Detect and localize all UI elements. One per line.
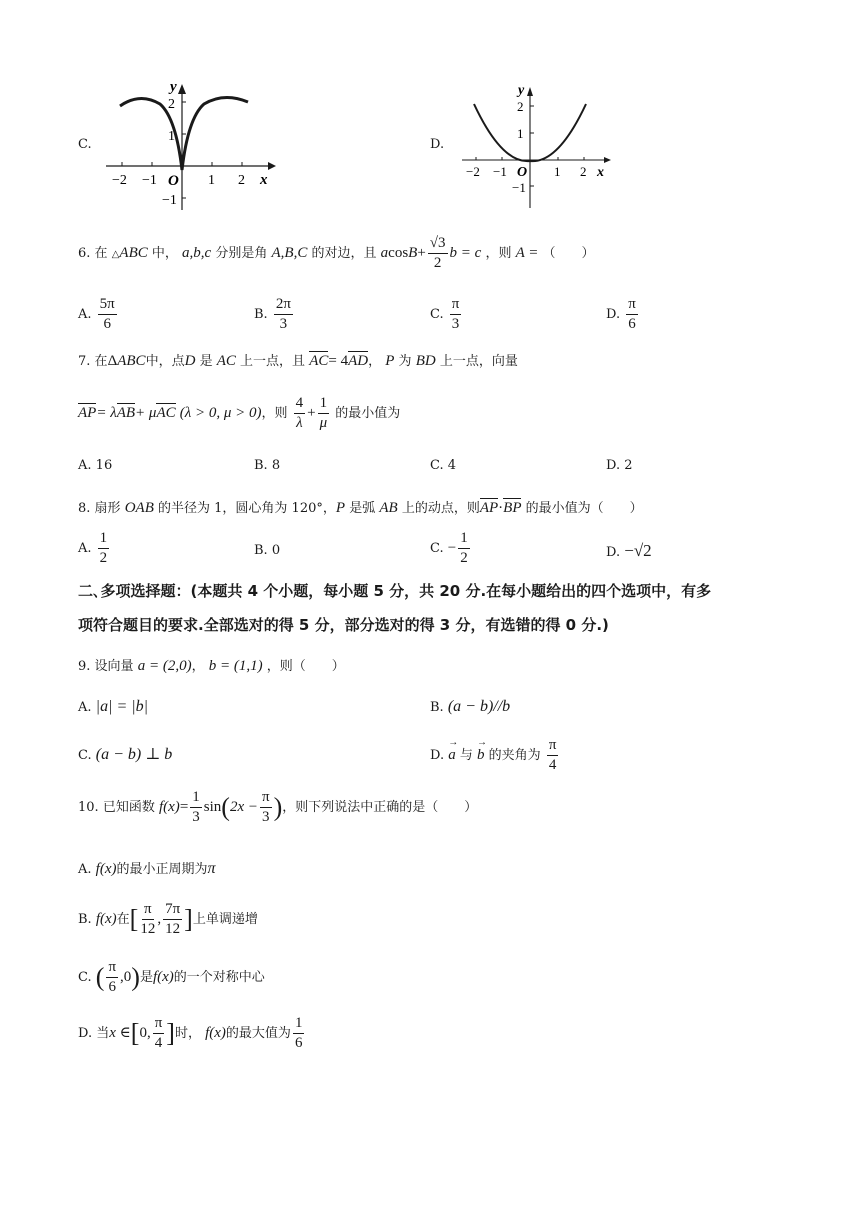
graph-d-tick-x: −2 — [466, 164, 480, 179]
q6-option-d[interactable]: D. $\frac{\pi}{6}$ — [606, 296, 636, 332]
graph-d-tick-x: 2 — [580, 164, 587, 179]
option-d-label: D. — [430, 137, 445, 152]
question-10: 10. 已知函数 f(x)= $\frac{1}{3}$ sin(2x − $\frac{\pi}{3}$ )，则下列说法中正确的是（ ） — [78, 789, 478, 825]
graph-d-y-arrow — [527, 87, 533, 96]
question-8: 8. 扇形 OAB 的半径为 1，圆心角为 120°，P 是弧 AB 上的动点，则AP·BP 的最小值为（ ） — [78, 500, 643, 516]
graph-c-y-arrow — [178, 84, 186, 94]
graph-d-tick-y: 1 — [517, 126, 524, 141]
q9-option-d[interactable]: D. → a 与 → b 的夹角为 $\frac{\pi}{4}$ — [430, 738, 560, 773]
graph-d-tick-y: 2 — [517, 99, 524, 114]
question-7-line2: AP= λAB+ μAC (λ > 0, μ > 0)，则 $\frac{4}{\lambda}$ + $\frac{1}{\mu}$ 的最小值为 — [78, 395, 401, 431]
q10-option-d[interactable]: D. 当x ∈[0, $\frac{\pi}{4}$ ]时， f(x)的最大值为 $\frac{1}{6}$ — [78, 1015, 303, 1051]
graph-d-x-arrow — [604, 157, 611, 163]
graph-c-x-label: x — [260, 172, 268, 188]
graph-c-tick-y: 2 — [168, 97, 175, 112]
q9-option-c[interactable]: C. (a − b) ⊥ b — [78, 746, 173, 763]
q7-option-d[interactable]: D. 2 — [606, 458, 633, 473]
q9-option-b[interactable]: B. (a − b)//b — [430, 698, 511, 715]
graph-d-tick-x: 1 — [554, 164, 561, 179]
question-9: 9. 设向量 a = (2,0)， b = (1,1) ，则（ ） — [78, 658, 345, 674]
graph-c-tick-y: −1 — [162, 193, 177, 208]
q7-option-b[interactable]: B. 8 — [254, 458, 281, 473]
option-c-label: C. — [78, 137, 92, 152]
q8-option-b[interactable]: B. 0 — [254, 543, 281, 558]
graph-d — [456, 82, 616, 210]
graph-c-tick-x: 1 — [208, 173, 215, 188]
q9-option-a[interactable]: A. |a| = |b| — [78, 698, 149, 715]
graph-d-y-label: y — [518, 83, 525, 98]
q6-option-a[interactable]: A. $\frac{5\pi}{6}$ — [78, 296, 115, 332]
graph-c-tick-y: 1 — [168, 129, 175, 144]
graph-d-origin: O — [517, 165, 528, 180]
q6-option-b[interactable]: B. $\frac{2\pi}{3}$ — [254, 296, 291, 332]
q8-option-d[interactable]: D. −√2 — [606, 541, 652, 560]
q8-option-c[interactable]: C. − $\frac{1}{2}$ — [430, 530, 468, 566]
graph-c-tick-x: −1 — [142, 173, 157, 188]
section-2-header-line1: 二､多项选择题：(本题共 4 个小题，每小题 5 分，共 20 分.在每小题给出的四个选项中，有多 — [78, 582, 712, 600]
graph-c-origin: O — [168, 173, 179, 189]
graph-c-tick-x: −2 — [112, 173, 127, 188]
q10-option-b[interactable]: B. f(x)在[ $\frac{\pi}{12}$ , $\frac{7\pi}{12}$ ]上单调递增 — [78, 901, 258, 937]
graph-c-tick-x: 2 — [238, 173, 245, 188]
q8-option-a[interactable]: A. $\frac{1}{2}$ — [78, 530, 108, 566]
q7-option-c[interactable]: C. 4 — [430, 458, 457, 473]
q7-option-a[interactable]: A. 16 — [78, 458, 113, 473]
q6-option-c[interactable]: C. $\frac{\pi}{3}$ — [430, 296, 460, 332]
q10-option-c[interactable]: C. ( $\frac{\pi}{6}$ ,0)是f(x)的一个对称中心 — [78, 959, 265, 995]
graph-d-tick-y: −1 — [512, 180, 526, 195]
section-2-header-line2: 项符合题目的要求.全部选对的得 5 分，部分选对的得 3 分，有选错的得 0 分.) — [78, 616, 609, 634]
question-7-line1: 7. 在ΔABC中，点D 是 AC 上一点，且 AC= 4AD， P 为 BD 上一点，向量 — [78, 353, 518, 369]
graph-c-y-label: y — [170, 79, 177, 95]
graph-c — [100, 78, 280, 214]
q10-option-a[interactable]: A. f(x)的最小正周期为π — [78, 860, 216, 877]
question-6: 6. 在 △ABC 中， a,b,c 分别是角 A,B,C 的对边，且 acosB+ $\frac{√3}{2}$ b = c ，则 A = （ ） — [78, 235, 595, 271]
graph-c-x-arrow — [268, 162, 276, 170]
graph-d-x-label: x — [597, 165, 604, 180]
graph-d-tick-x: −1 — [493, 164, 507, 179]
